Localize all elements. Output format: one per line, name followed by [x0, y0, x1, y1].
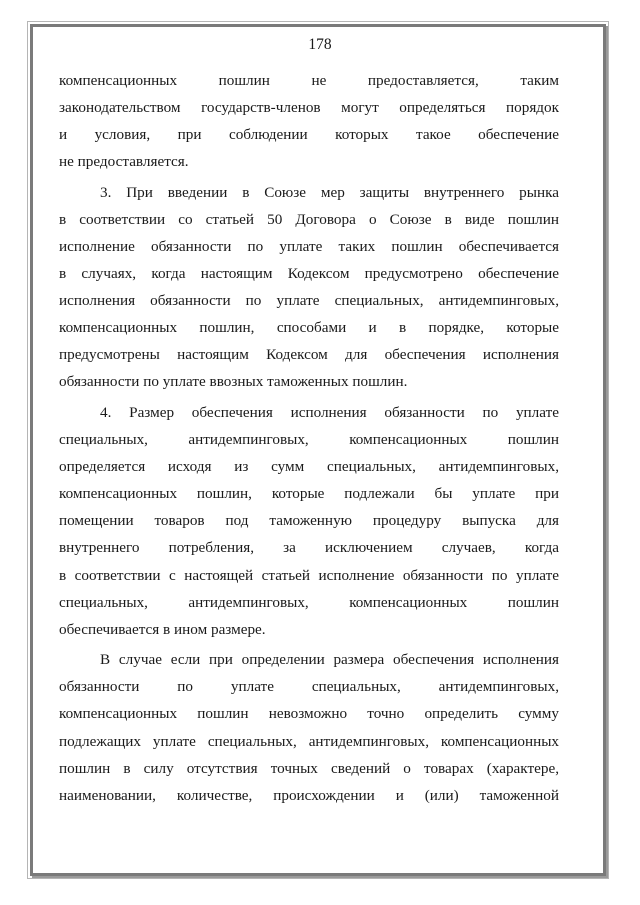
paragraph — [59, 179, 559, 396]
text-line: в случаях, когда настоящим Кодексом предусмотрено обеспечение — [59, 265, 559, 283]
page-number: 178 — [308, 36, 332, 53]
text-line: компенсационных пошлин, которые подлежали бы уплате при — [59, 485, 559, 503]
text-line: исполнение обязанности по уплате таких пошлин обеспечивается — [59, 237, 559, 255]
text-line: подлежащих уплате специальных, антидемпинговых, компенсационных — [59, 732, 559, 750]
text-line: обеспечивается в ином размере. — [59, 620, 266, 638]
text-line: компенсационных пошлин, способами и в порядке, которые — [59, 319, 559, 337]
paragraph — [59, 67, 559, 175]
text-line: в соответствии с настоящей статьей исполнение обязанности по уплате — [59, 566, 559, 584]
text-line: и условия, при соблюдении которых такое обеспечение — [59, 126, 559, 144]
text-line: пошлин в силу отсутствия точных сведений о товарах (характере, — [59, 759, 559, 777]
text-line: специальных, антидемпинговых, компенсационных пошлин — [59, 431, 559, 449]
text-line: определяется исходя из сумм специальных, антидемпинговых, — [59, 458, 559, 476]
text-line: 4. Размер обеспечения исполнения обязанности по уплате — [100, 404, 559, 421]
text-line: помещении товаров под таможенную процедуру выпуска для — [59, 512, 559, 530]
text-line: в соответствии со статьей 50 Договора о Союзе в виде пошлин — [59, 210, 559, 228]
text-line: компенсационных пошлин не предоставляется, таким — [59, 72, 559, 89]
text-line: компенсационных пошлин невозможно точно определить сумму — [59, 705, 559, 723]
text-line: обязанности по уплате ввозных таможенных пошлин. — [59, 373, 408, 391]
text-line: специальных, антидемпинговых, компенсационных пошлин — [59, 593, 559, 611]
text-line: 3. При введении в Союзе мер защиты внутреннего рынка — [100, 183, 559, 201]
text-line: исполнения обязанности по уплате специальных, антидемпинговых, — [59, 292, 559, 310]
paragraph — [59, 646, 559, 809]
text-line: предусмотрены настоящим Кодексом для обеспечения исполнения — [59, 346, 559, 364]
text-line: обязанности по уплате специальных, антидемпинговых, — [59, 678, 559, 696]
text-line: наименовании, количестве, происхождении и (или) таможенной — [59, 786, 559, 804]
text-line: внутреннего потребления, за исключением случаев, когда — [59, 539, 559, 557]
text-line: законодательством государств-членов могут определяться порядок — [59, 99, 559, 117]
text-line: В случае если при определении размера обеспечения исполнения — [100, 651, 559, 669]
text-line: не предоставляется. — [59, 153, 189, 171]
paragraph — [59, 399, 559, 643]
